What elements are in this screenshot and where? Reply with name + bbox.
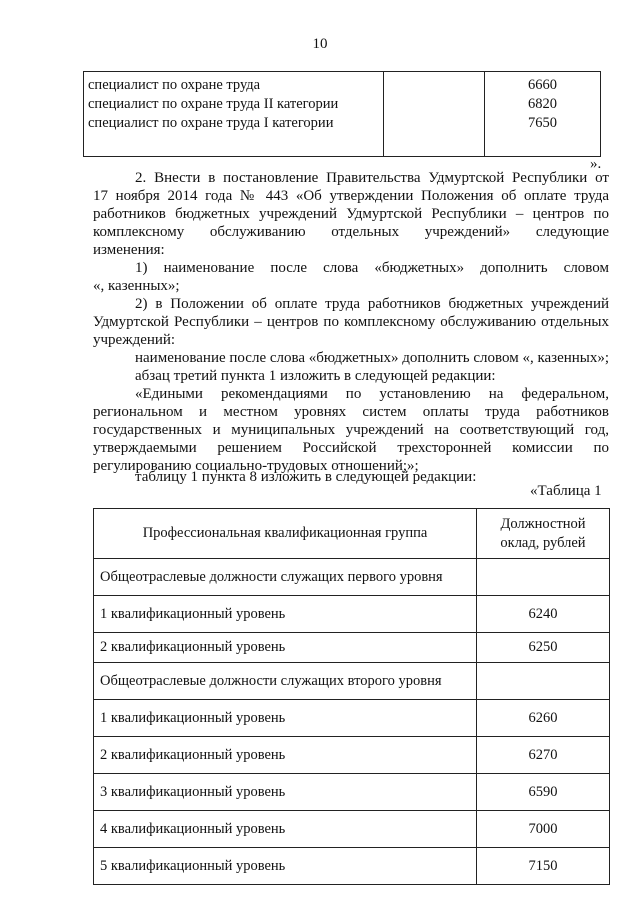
salary-value: 7650 xyxy=(528,115,557,131)
section2-line: 2. Внести в постановление Правительства Удмуртской Республики от xyxy=(135,170,609,186)
salary-cell: 6240 xyxy=(477,596,610,633)
group-title-cell: Общеотраслевые должности служащих второго уровня xyxy=(94,663,477,700)
section2-line: работников бюджетных учреждений Удмуртской Республики – центров по xyxy=(93,206,609,222)
quote-line: «Едиными рекомендациями по установлению на федеральном, xyxy=(135,386,609,402)
page-number: 10 xyxy=(312,36,328,52)
table-row xyxy=(94,700,610,737)
closing-quote: ». xyxy=(590,156,602,172)
table-row xyxy=(94,774,610,811)
level-cell: 1 квалификационный уровень xyxy=(94,596,477,633)
table-row xyxy=(94,596,610,633)
salary-table xyxy=(93,508,610,885)
item2-line: Удмуртской Республики – центров по комплексному обслуживанию отдельных xyxy=(93,314,609,330)
salary-cell: 6270 xyxy=(477,737,610,774)
table-row xyxy=(94,737,610,774)
empty-cell xyxy=(384,72,485,157)
salary-cell: 6590 xyxy=(477,774,610,811)
group-row xyxy=(94,559,610,596)
position-item: специалист по охране труда xyxy=(88,77,261,93)
section2-line: комплексному обслуживанию отдельных учреждений» следующие xyxy=(93,224,609,240)
naming-line: наименование после слова «бюджетных» дополнить словом «, казенных»; xyxy=(135,350,610,366)
section2-line: изменения: xyxy=(93,242,165,258)
table-label: «Таблица 1 xyxy=(530,483,602,499)
salary-value: 6660 xyxy=(528,77,557,93)
table-header-row xyxy=(94,509,610,559)
empty-cell xyxy=(477,663,610,700)
quote-line: региональном и местном уровнях систем оплаты труда работников xyxy=(93,404,609,420)
table-row xyxy=(94,848,610,885)
level-cell: 1 квалификационный уровень xyxy=(94,700,477,737)
level-cell: 5 квалификационный уровень xyxy=(94,848,477,885)
salary-cell: 6260 xyxy=(477,700,610,737)
level-cell: 2 квалификационный уровень xyxy=(94,633,477,663)
top-table-fragment xyxy=(83,71,601,157)
level-cell: 2 квалификационный уровень xyxy=(94,737,477,774)
item2-line: 2) в Положении об оплате труда работников бюджетных учреждений xyxy=(135,296,609,312)
level-cell: 3 квалификационный уровень xyxy=(94,774,477,811)
group-row xyxy=(94,663,610,700)
quote-line: регулированию социально-трудовых отношений;»; xyxy=(93,458,419,474)
header-salary-text: Должностной оклад, рублей xyxy=(500,515,586,551)
table-row xyxy=(94,811,610,848)
header-salary-cell xyxy=(477,509,610,559)
positions-cell xyxy=(84,72,384,157)
position-item: специалист по охране труда I категории xyxy=(88,115,334,131)
table-intro-line: таблицу 1 пункта 8 изложить в следующей редакции: xyxy=(135,469,477,485)
level-cell: 4 квалификационный уровень xyxy=(94,811,477,848)
section2-line: 17 ноября 2014 года № 443 «Об утверждении Положения об оплате труда xyxy=(93,188,609,204)
salary-cell: 7000 xyxy=(477,811,610,848)
salary-cell: 6250 xyxy=(477,633,610,663)
quote-line: утверждаемыми решением Российской трехсторонней комиссии по xyxy=(93,440,609,456)
header-group-cell: Профессиональная квалификационная группа xyxy=(94,509,477,559)
salary-cell: 7150 xyxy=(477,848,610,885)
item2-line: учреждений: xyxy=(93,332,176,348)
paragraph3-line: абзац третий пункта 1 изложить в следующей редакции: xyxy=(135,368,496,384)
salary-value: 6820 xyxy=(528,96,557,112)
group-title-cell: Общеотраслевые должности служащих первого уровня xyxy=(94,559,477,596)
position-item: специалист по охране труда II категории xyxy=(88,96,339,112)
item1-line: 1) наименование после слова «бюджетных» дополнить словом xyxy=(135,260,609,276)
item1-line: «, казенных»; xyxy=(93,278,180,294)
table-row xyxy=(84,72,601,157)
table-row xyxy=(94,633,610,663)
quote-line: государственных и муниципальных учреждений на соответствующий год, xyxy=(93,422,609,438)
salaries-cell xyxy=(485,72,601,157)
empty-cell xyxy=(477,559,610,596)
